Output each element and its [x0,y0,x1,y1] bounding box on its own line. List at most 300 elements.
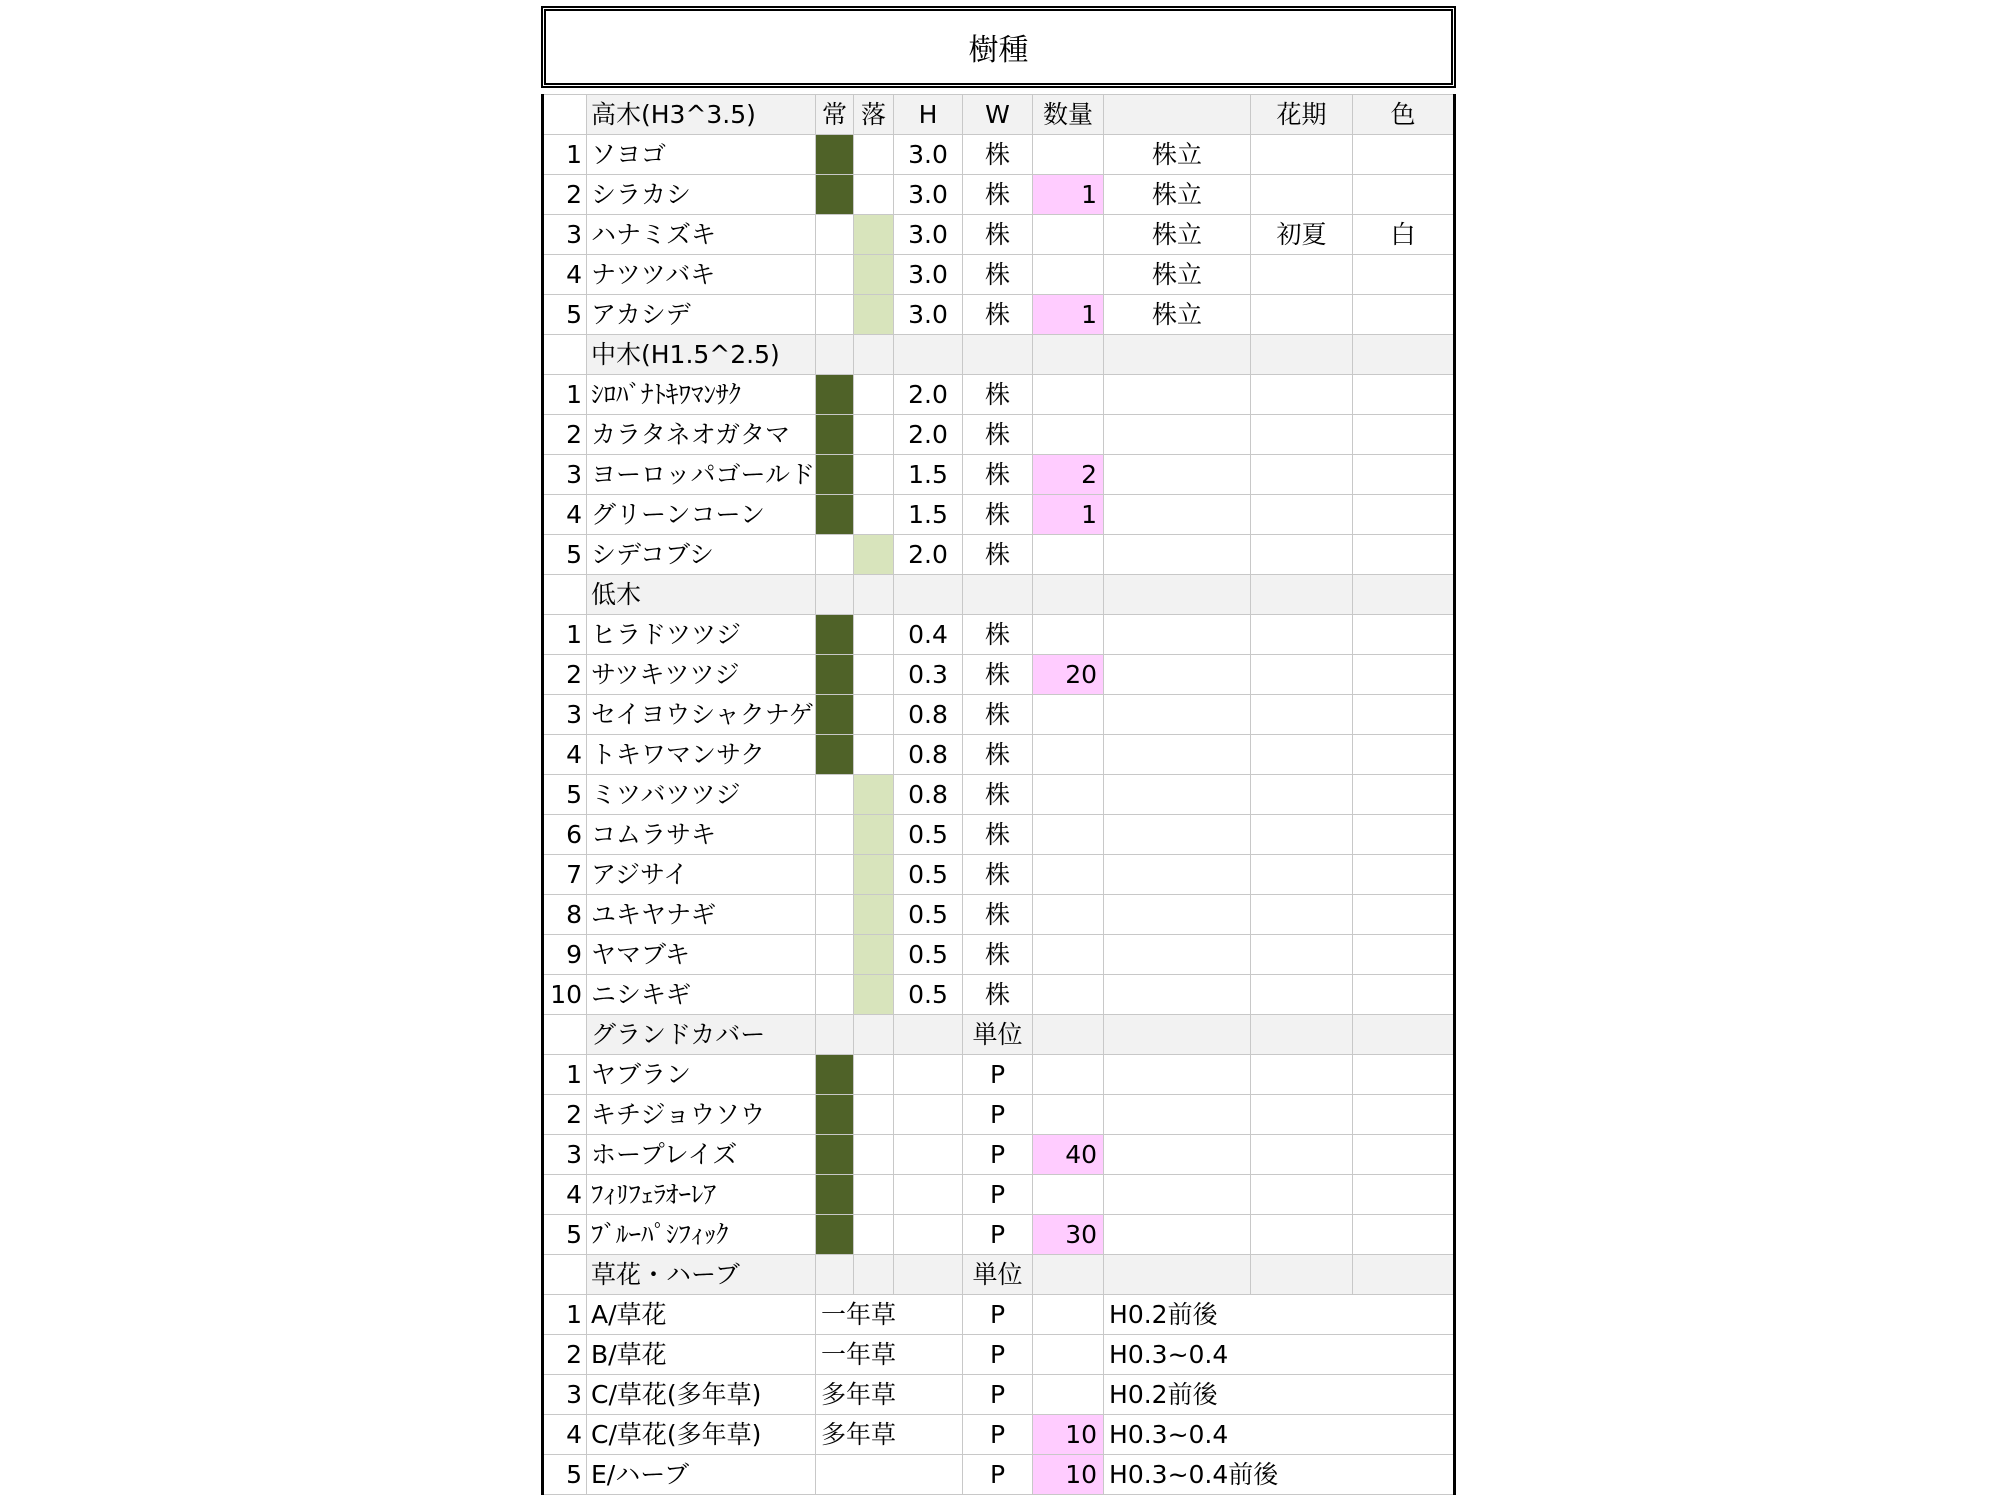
row-number: 2 [543,415,587,455]
row-number: 9 [543,935,587,975]
evergreen-marker [816,495,854,535]
species-name: ナツツバキ [587,255,816,295]
unit-value: P [963,1415,1033,1455]
unit-value: P [963,1375,1033,1415]
unit-label [963,575,1033,615]
evergreen-marker [816,855,854,895]
evergreen-marker [816,175,854,215]
quantity-value [1033,855,1104,895]
deciduous-cell [854,1255,894,1295]
table-row [543,1055,1455,1095]
species-name: ニシキギ [587,975,816,1015]
quantity-value: 10 [1033,1455,1104,1495]
color-value [1353,455,1455,495]
header-deciduous: 落 [854,95,894,135]
height-cell [894,1255,963,1295]
row-number: 3 [543,1135,587,1175]
header-no [543,95,587,135]
table-row [543,615,1455,655]
table-row [543,1335,1455,1375]
note-value [1104,815,1251,855]
section-header-row [543,335,1455,375]
bloom-value [1251,735,1353,775]
height-value: 1.5 [894,455,963,495]
header-name: 高木(H3^3.5) [587,95,816,135]
species-name: アジサイ [587,855,816,895]
note-value [1104,935,1251,975]
quantity-value [1033,975,1104,1015]
plant-kind: 多年草 [816,1375,963,1415]
deciduous-marker [854,535,894,575]
evergreen-marker [816,775,854,815]
height-value: 0.5 [894,975,963,1015]
deciduous-marker [854,975,894,1015]
width-value: 株 [963,655,1033,695]
row-number: 3 [543,455,587,495]
evergreen-marker [816,1055,854,1095]
table-row [543,1375,1455,1415]
species-name: B/草花 [587,1335,816,1375]
bloom-value [1251,615,1353,655]
section-title: グランドカバー [587,1015,816,1055]
bloom-value [1251,1215,1353,1255]
height-value: 3.0 [894,175,963,215]
unit-label: 単位 [963,1015,1033,1055]
deciduous-cell [854,1015,894,1055]
plant-kind: 一年草 [816,1335,963,1375]
evergreen-marker [816,1215,854,1255]
unit-value: P [963,1455,1033,1495]
bloom-value [1251,175,1353,215]
bloom-value [1251,455,1353,495]
note-value: 株立 [1104,295,1251,335]
plant-kind: 一年草 [816,1295,963,1335]
bloom-value [1251,295,1353,335]
bloom-value [1251,975,1353,1015]
quantity-value [1033,1055,1104,1095]
quantity-cell [1033,575,1104,615]
species-name: グリーンコーン [587,495,816,535]
bloom-cell [1251,1015,1353,1055]
note-value [1104,975,1251,1015]
color-value [1353,855,1455,895]
deciduous-marker [854,1135,894,1175]
height-cell [894,1015,963,1055]
row-number: 4 [543,255,587,295]
bloom-value [1251,1055,1353,1095]
quantity-cell [1033,335,1104,375]
quantity-value [1033,1175,1104,1215]
evergreen-cell [816,1255,854,1295]
width-value: 株 [963,295,1033,335]
evergreen-cell [816,575,854,615]
table-row [543,1135,1455,1175]
color-value [1353,735,1455,775]
quantity-value [1033,255,1104,295]
note-value [1104,1175,1251,1215]
height-value: 3.0 [894,255,963,295]
table-row [543,655,1455,695]
row-number: 5 [543,1215,587,1255]
unit-value: P [963,1295,1033,1335]
table-row [543,295,1455,335]
species-name: キチジョウソウ [587,1095,816,1135]
quantity-value [1033,735,1104,775]
width-value: 株 [963,455,1033,495]
height-value: 0.3 [894,655,963,695]
species-name: ｼﾛﾊﾞﾅﾄｷﾜﾏﾝｻｸ [587,375,816,415]
evergreen-marker [816,455,854,495]
height-value: 3.0 [894,135,963,175]
row-number [543,335,587,375]
deciduous-marker [854,935,894,975]
table-row [543,495,1455,535]
species-name: ヒラドツツジ [587,615,816,655]
deciduous-marker [854,495,894,535]
note-value [1104,415,1251,455]
note-value: 株立 [1104,255,1251,295]
deciduous-marker [854,415,894,455]
bloom-value [1251,255,1353,295]
table-row [543,775,1455,815]
deciduous-marker [854,655,894,695]
table-row [543,1415,1455,1455]
note-value [1104,895,1251,935]
table-row [543,535,1455,575]
bloom-value [1251,415,1353,455]
note-value [1104,615,1251,655]
bloom-value [1251,855,1353,895]
width-value: 株 [963,175,1033,215]
row-number [543,1015,587,1055]
row-number: 4 [543,735,587,775]
row-number [543,575,587,615]
species-name: アカシデ [587,295,816,335]
plant-kind: 多年草 [816,1415,963,1455]
deciduous-marker [854,895,894,935]
bloom-value [1251,655,1353,695]
width-value: 株 [963,215,1033,255]
note-value [1104,695,1251,735]
color-value [1353,815,1455,855]
quantity-value [1033,215,1104,255]
row-number: 6 [543,815,587,855]
section-title: 低木 [587,575,816,615]
quantity-cell [1033,1255,1104,1295]
table-row [543,895,1455,935]
bloom-value [1251,135,1353,175]
evergreen-marker [816,415,854,455]
note-value [1104,535,1251,575]
note-cell [1104,335,1251,375]
quantity-value [1033,815,1104,855]
height-value [894,1055,963,1095]
row-number: 3 [543,1375,587,1415]
table-row [543,1095,1455,1135]
width-value: 株 [963,895,1033,935]
note-cell [1104,1255,1251,1295]
row-number: 3 [543,215,587,255]
header-height: H [894,95,963,135]
bloom-value [1251,1095,1353,1135]
color-cell [1353,1015,1455,1055]
quantity-value: 2 [1033,455,1104,495]
evergreen-marker [816,215,854,255]
table-row [543,815,1455,855]
header-note [1104,95,1251,135]
note-value: H0.3~0.4 [1104,1415,1455,1455]
row-number: 1 [543,135,587,175]
species-name: ヤブラン [587,1055,816,1095]
width-value: 株 [963,735,1033,775]
table-row [543,935,1455,975]
deciduous-marker [854,775,894,815]
species-name: ヤマブキ [587,935,816,975]
section-title: 中木(H1.5^2.5) [587,335,816,375]
unit-label [963,335,1033,375]
unit-value: P [963,1335,1033,1375]
bloom-value [1251,375,1353,415]
color-value [1353,655,1455,695]
bloom-value [1251,535,1353,575]
note-value [1104,735,1251,775]
bloom-value [1251,1175,1353,1215]
species-name: セイヨウシャクナゲ [587,695,816,735]
bloom-value [1251,775,1353,815]
evergreen-marker [816,815,854,855]
bloom-value [1251,1135,1353,1175]
width-value: 株 [963,375,1033,415]
height-value: 3.0 [894,215,963,255]
color-value [1353,1175,1455,1215]
table-row [543,1455,1455,1495]
tree-species-table [541,94,1456,1495]
note-cell [1104,575,1251,615]
quantity-value: 1 [1033,495,1104,535]
quantity-value [1033,135,1104,175]
quantity-value [1033,695,1104,735]
species-name: ホープレイズ [587,1135,816,1175]
color-value [1353,295,1455,335]
height-value: 2.0 [894,415,963,455]
quantity-cell [1033,1015,1104,1055]
height-value: 1.5 [894,495,963,535]
note-value: H0.3~0.4前後 [1104,1455,1455,1495]
species-name: ﾌﾞﾙｰﾊﾟｼﾌｨｯｸ [587,1215,816,1255]
species-name: シデコブシ [587,535,816,575]
section-header-row [543,1015,1455,1055]
width-value: P [963,1215,1033,1255]
deciduous-marker [854,375,894,415]
species-name: ソヨゴ [587,135,816,175]
row-number: 5 [543,775,587,815]
note-value: 株立 [1104,215,1251,255]
table-row [543,415,1455,455]
evergreen-marker [816,695,854,735]
species-name: C/草花(多年草) [587,1375,816,1415]
table-row [543,135,1455,175]
quantity-value: 40 [1033,1135,1104,1175]
evergreen-cell [816,335,854,375]
width-value: P [963,1055,1033,1095]
deciduous-marker [854,615,894,655]
species-name: トキワマンサク [587,735,816,775]
width-value: 株 [963,255,1033,295]
spreadsheet [541,6,1462,1500]
height-value: 0.5 [894,815,963,855]
header-row [543,95,1455,135]
color-value [1353,1095,1455,1135]
quantity-value [1033,1295,1104,1335]
row-number: 4 [543,1175,587,1215]
height-value: 0.8 [894,735,963,775]
deciduous-marker [854,255,894,295]
note-value [1104,375,1251,415]
width-value: 株 [963,815,1033,855]
width-value: 株 [963,495,1033,535]
evergreen-marker [816,1175,854,1215]
height-value [894,1215,963,1255]
species-name: ミツバツツジ [587,775,816,815]
deciduous-marker [854,135,894,175]
section-title: 草花・ハーブ [587,1255,816,1295]
note-value [1104,775,1251,815]
width-value: 株 [963,615,1033,655]
plant-kind [816,1455,963,1495]
color-value [1353,135,1455,175]
width-value: P [963,1095,1033,1135]
evergreen-marker [816,615,854,655]
deciduous-marker [854,1215,894,1255]
note-value: H0.2前後 [1104,1295,1455,1335]
note-value [1104,1215,1251,1255]
table-row [543,735,1455,775]
height-value [894,1095,963,1135]
row-number: 2 [543,655,587,695]
table-row [543,855,1455,895]
height-cell [894,335,963,375]
width-value: 株 [963,135,1033,175]
height-value: 0.5 [894,935,963,975]
evergreen-marker [816,975,854,1015]
note-value: 株立 [1104,175,1251,215]
row-number: 1 [543,615,587,655]
table-row [543,375,1455,415]
deciduous-marker [854,295,894,335]
deciduous-marker [854,855,894,895]
deciduous-marker [854,815,894,855]
height-value: 0.5 [894,895,963,935]
evergreen-marker [816,1095,854,1135]
height-value [894,1175,963,1215]
row-number: 2 [543,175,587,215]
header-color: 色 [1353,95,1455,135]
width-value: 株 [963,415,1033,455]
color-value [1353,375,1455,415]
color-value [1353,1055,1455,1095]
note-value [1104,495,1251,535]
width-value: 株 [963,935,1033,975]
width-value: P [963,1135,1033,1175]
table-row [543,255,1455,295]
deciduous-marker [854,175,894,215]
evergreen-cell [816,1015,854,1055]
height-value: 0.8 [894,775,963,815]
height-value: 0.8 [894,695,963,735]
row-number: 7 [543,855,587,895]
color-cell [1353,335,1455,375]
note-value [1104,1095,1251,1135]
row-number: 5 [543,295,587,335]
color-value [1353,495,1455,535]
header-evergreen: 常 [816,95,854,135]
width-value: 株 [963,535,1033,575]
color-value [1353,1135,1455,1175]
note-value [1104,1055,1251,1095]
color-value [1353,415,1455,455]
table-row [543,975,1455,1015]
height-value: 2.0 [894,535,963,575]
row-number [543,1255,587,1295]
note-value [1104,455,1251,495]
note-value [1104,1135,1251,1175]
deciduous-marker [854,1055,894,1095]
note-value: H0.3~0.4 [1104,1335,1455,1375]
height-cell [894,575,963,615]
height-value: 0.5 [894,855,963,895]
color-value [1353,935,1455,975]
color-value: 白 [1353,215,1455,255]
table-row [543,1215,1455,1255]
bloom-cell [1251,335,1353,375]
note-value [1104,655,1251,695]
quantity-value [1033,895,1104,935]
evergreen-marker [816,895,854,935]
height-value: 3.0 [894,295,963,335]
deciduous-marker [854,1175,894,1215]
section-header-row [543,1255,1455,1295]
row-number: 5 [543,535,587,575]
bloom-value [1251,695,1353,735]
quantity-value [1033,375,1104,415]
row-number: 4 [543,1415,587,1455]
header-width: W [963,95,1033,135]
color-value [1353,1215,1455,1255]
row-number: 1 [543,1055,587,1095]
species-name: ﾌｨﾘﾌｪﾗｵｰﾚｱ [587,1175,816,1215]
quantity-value: 1 [1033,295,1104,335]
species-name: C/草花(多年草) [587,1415,816,1455]
evergreen-marker [816,375,854,415]
row-number: 4 [543,495,587,535]
row-number: 1 [543,1295,587,1335]
row-number: 8 [543,895,587,935]
table-row [543,1295,1455,1335]
table-row [543,215,1455,255]
bloom-value [1251,495,1353,535]
height-value: 0.4 [894,615,963,655]
deciduous-cell [854,575,894,615]
quantity-value [1033,775,1104,815]
header-quantity: 数量 [1033,95,1104,135]
quantity-value [1033,1375,1104,1415]
bloom-cell [1251,575,1353,615]
bloom-value [1251,895,1353,935]
table-row [543,1175,1455,1215]
quantity-value [1033,615,1104,655]
sheet-title: 樹種 [541,6,1456,88]
bloom-value [1251,935,1353,975]
